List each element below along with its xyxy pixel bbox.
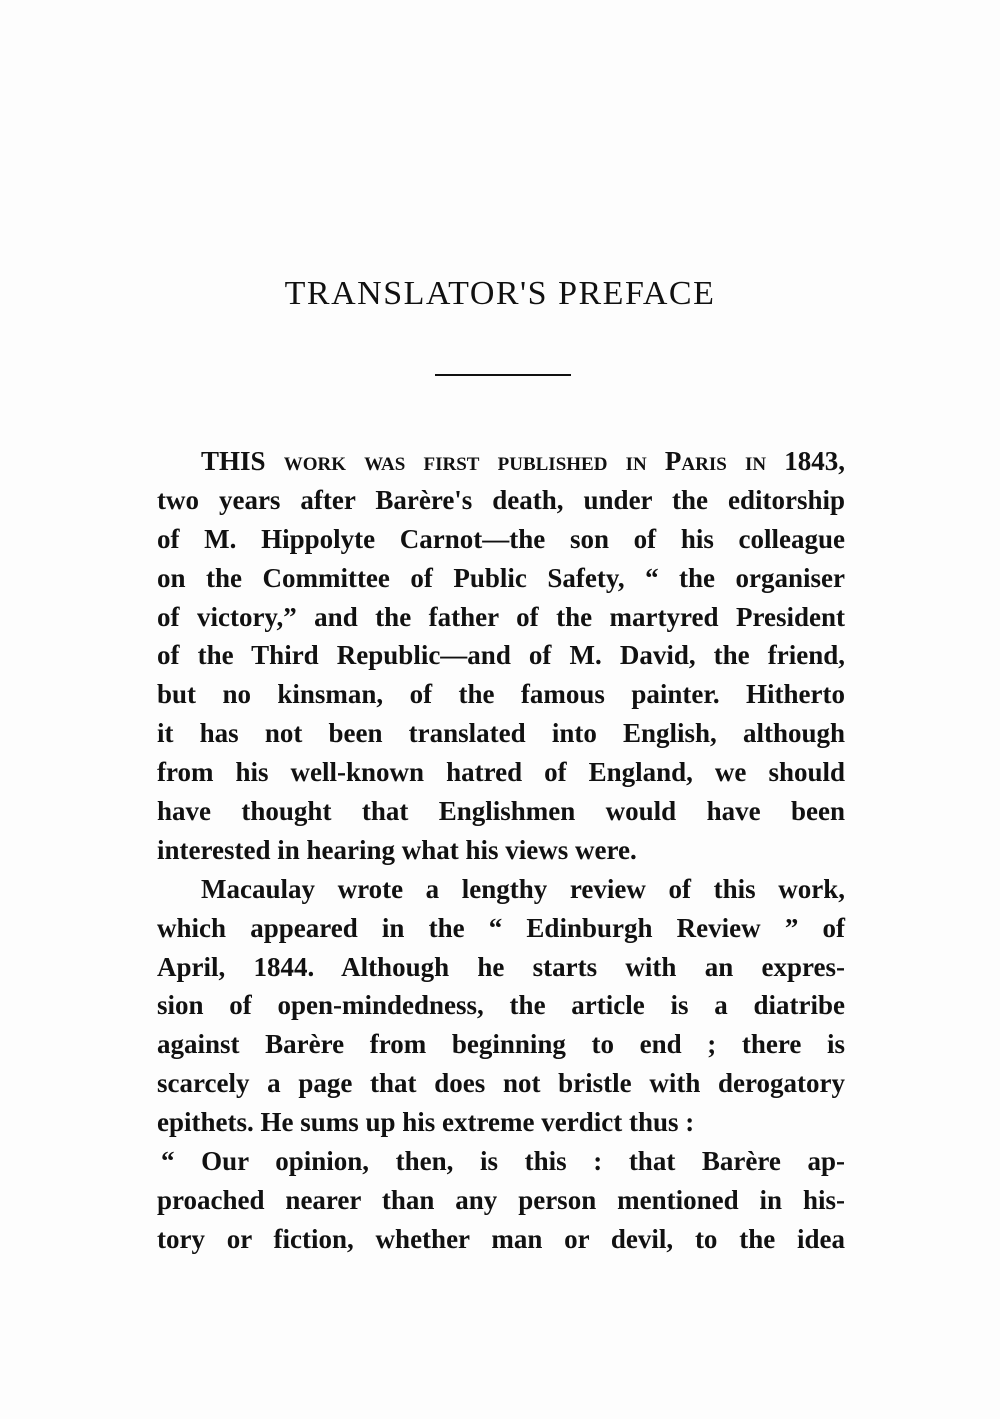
text-line: “ Our opinion, then, is this : that Barère ap- <box>161 1146 845 1177</box>
text-line: from his well-known hatred of England, we should <box>157 757 845 788</box>
paragraph-1 <box>157 442 845 870</box>
text-line: of the Third Republic—and of M. David, the friend, <box>157 640 845 671</box>
text-line: sion of open-mindedness, the article is a diatribe <box>157 990 845 1021</box>
text-line: interested in hearing what his views were. <box>157 834 637 865</box>
text-line: April, 1844. Although he starts with an expres- <box>157 951 845 982</box>
text-line: Macaulay wrote a lengthy review of this work, <box>201 873 845 904</box>
title-divider <box>435 374 571 376</box>
text-line: tory or fiction, whether man or devil, to the idea <box>157 1223 845 1254</box>
text-line: it has not been translated into English, although <box>157 718 845 749</box>
text-line: two years after Barère's death, under the editorship <box>157 484 845 515</box>
text-line: proached nearer than any person mentioned in his- <box>157 1184 845 1215</box>
text-line: scarcely a page that does not bristle with derogatory <box>157 1068 845 1099</box>
paragraph-3 <box>157 1142 845 1259</box>
text-line: have thought that Englishmen would have been <box>157 796 845 827</box>
text-line: but no kinsman, of the famous painter. Hitherto <box>157 679 845 710</box>
text-line: against Barère from beginning to end ; there is <box>157 1029 845 1060</box>
text-line: of victory,” and the father of the martyred President <box>157 601 845 632</box>
text-line: of M. Hippolyte Carnot—the son of his colleague <box>157 523 845 554</box>
page-title: TRANSLATOR'S PREFACE <box>284 274 716 312</box>
paragraph-2 <box>157 870 845 1142</box>
text-line: THIS work was first published in Paris in 1843, <box>201 446 845 476</box>
text-line: which appeared in the “ Edinburgh Review ” of <box>157 912 845 943</box>
text-line: on the Committee of Public Safety, “ the organiser <box>157 562 845 593</box>
text-line: epithets. He sums up his extreme verdict thus : <box>157 1107 695 1138</box>
body-text <box>157 442 845 1259</box>
